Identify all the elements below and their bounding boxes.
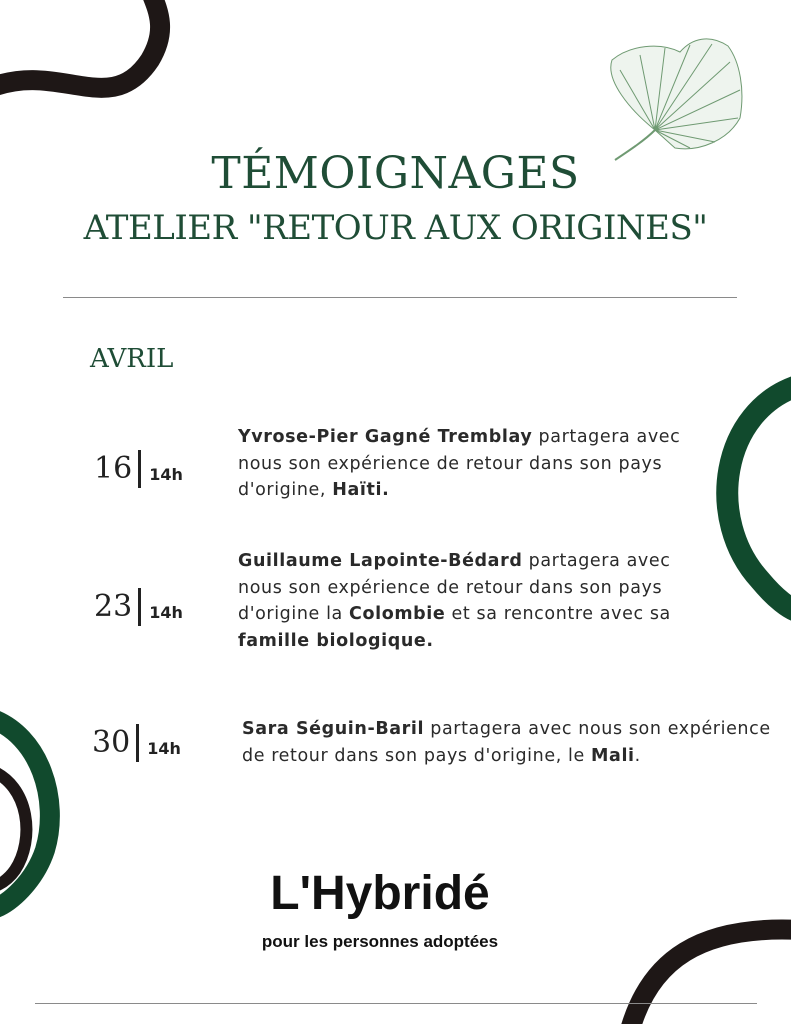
ginkgo-leaf-icon	[611, 39, 742, 160]
brand-tagline: pour les personnes adoptées	[261, 932, 499, 951]
event-country: Mali	[591, 745, 635, 766]
event-day: 30	[92, 725, 131, 760]
event-description-1	[238, 424, 708, 504]
bottom-divider	[35, 1003, 757, 1004]
event-hour: 14h	[147, 738, 181, 758]
event-description-2	[238, 548, 708, 654]
right-green-arc	[727, 385, 791, 612]
event-day: 16	[94, 451, 133, 486]
event-date-16	[94, 450, 183, 488]
date-separator	[138, 450, 141, 488]
speaker-name: Yvrose-Pier Gagné Tremblay	[238, 427, 533, 447]
brand-name: L'Hybridé	[270, 867, 490, 920]
event-text: partagera avec nous son expérience de retour dans son pays d'origine, le	[242, 719, 771, 766]
event-hour: 14h	[149, 464, 183, 484]
top-divider	[63, 297, 737, 298]
page-title: TÉMOIGNAGES	[211, 148, 580, 199]
date-separator	[136, 724, 139, 762]
top-left-swirl	[0, 0, 160, 88]
event-text: et sa rencontre avec sa	[445, 604, 671, 624]
speaker-name: Guillaume Lapointe-Bédard	[238, 551, 523, 571]
page-subtitle: ATELIER "RETOUR AUX ORIGINES"	[83, 208, 708, 248]
event-text: partagera avec nous son expérience de retour dans son pays d'origine,	[238, 427, 681, 500]
event-description-3	[242, 716, 777, 769]
event-text: .	[634, 745, 641, 766]
event-date-23	[94, 588, 183, 626]
event-date-30	[92, 724, 181, 762]
speaker-name: Sara Séguin-Baril	[242, 719, 425, 739]
event-country: Colombie	[349, 604, 446, 624]
event-hour: 14h	[149, 602, 183, 622]
date-separator	[138, 588, 141, 626]
month-heading: AVRIL	[90, 344, 174, 374]
event-day: 23	[94, 589, 133, 624]
event-text: partagera avec nous son expérience de retour dans son pays d'origine la	[238, 551, 671, 624]
event-highlight: famille biologique.	[238, 630, 434, 651]
event-country: Haïti.	[332, 480, 390, 500]
